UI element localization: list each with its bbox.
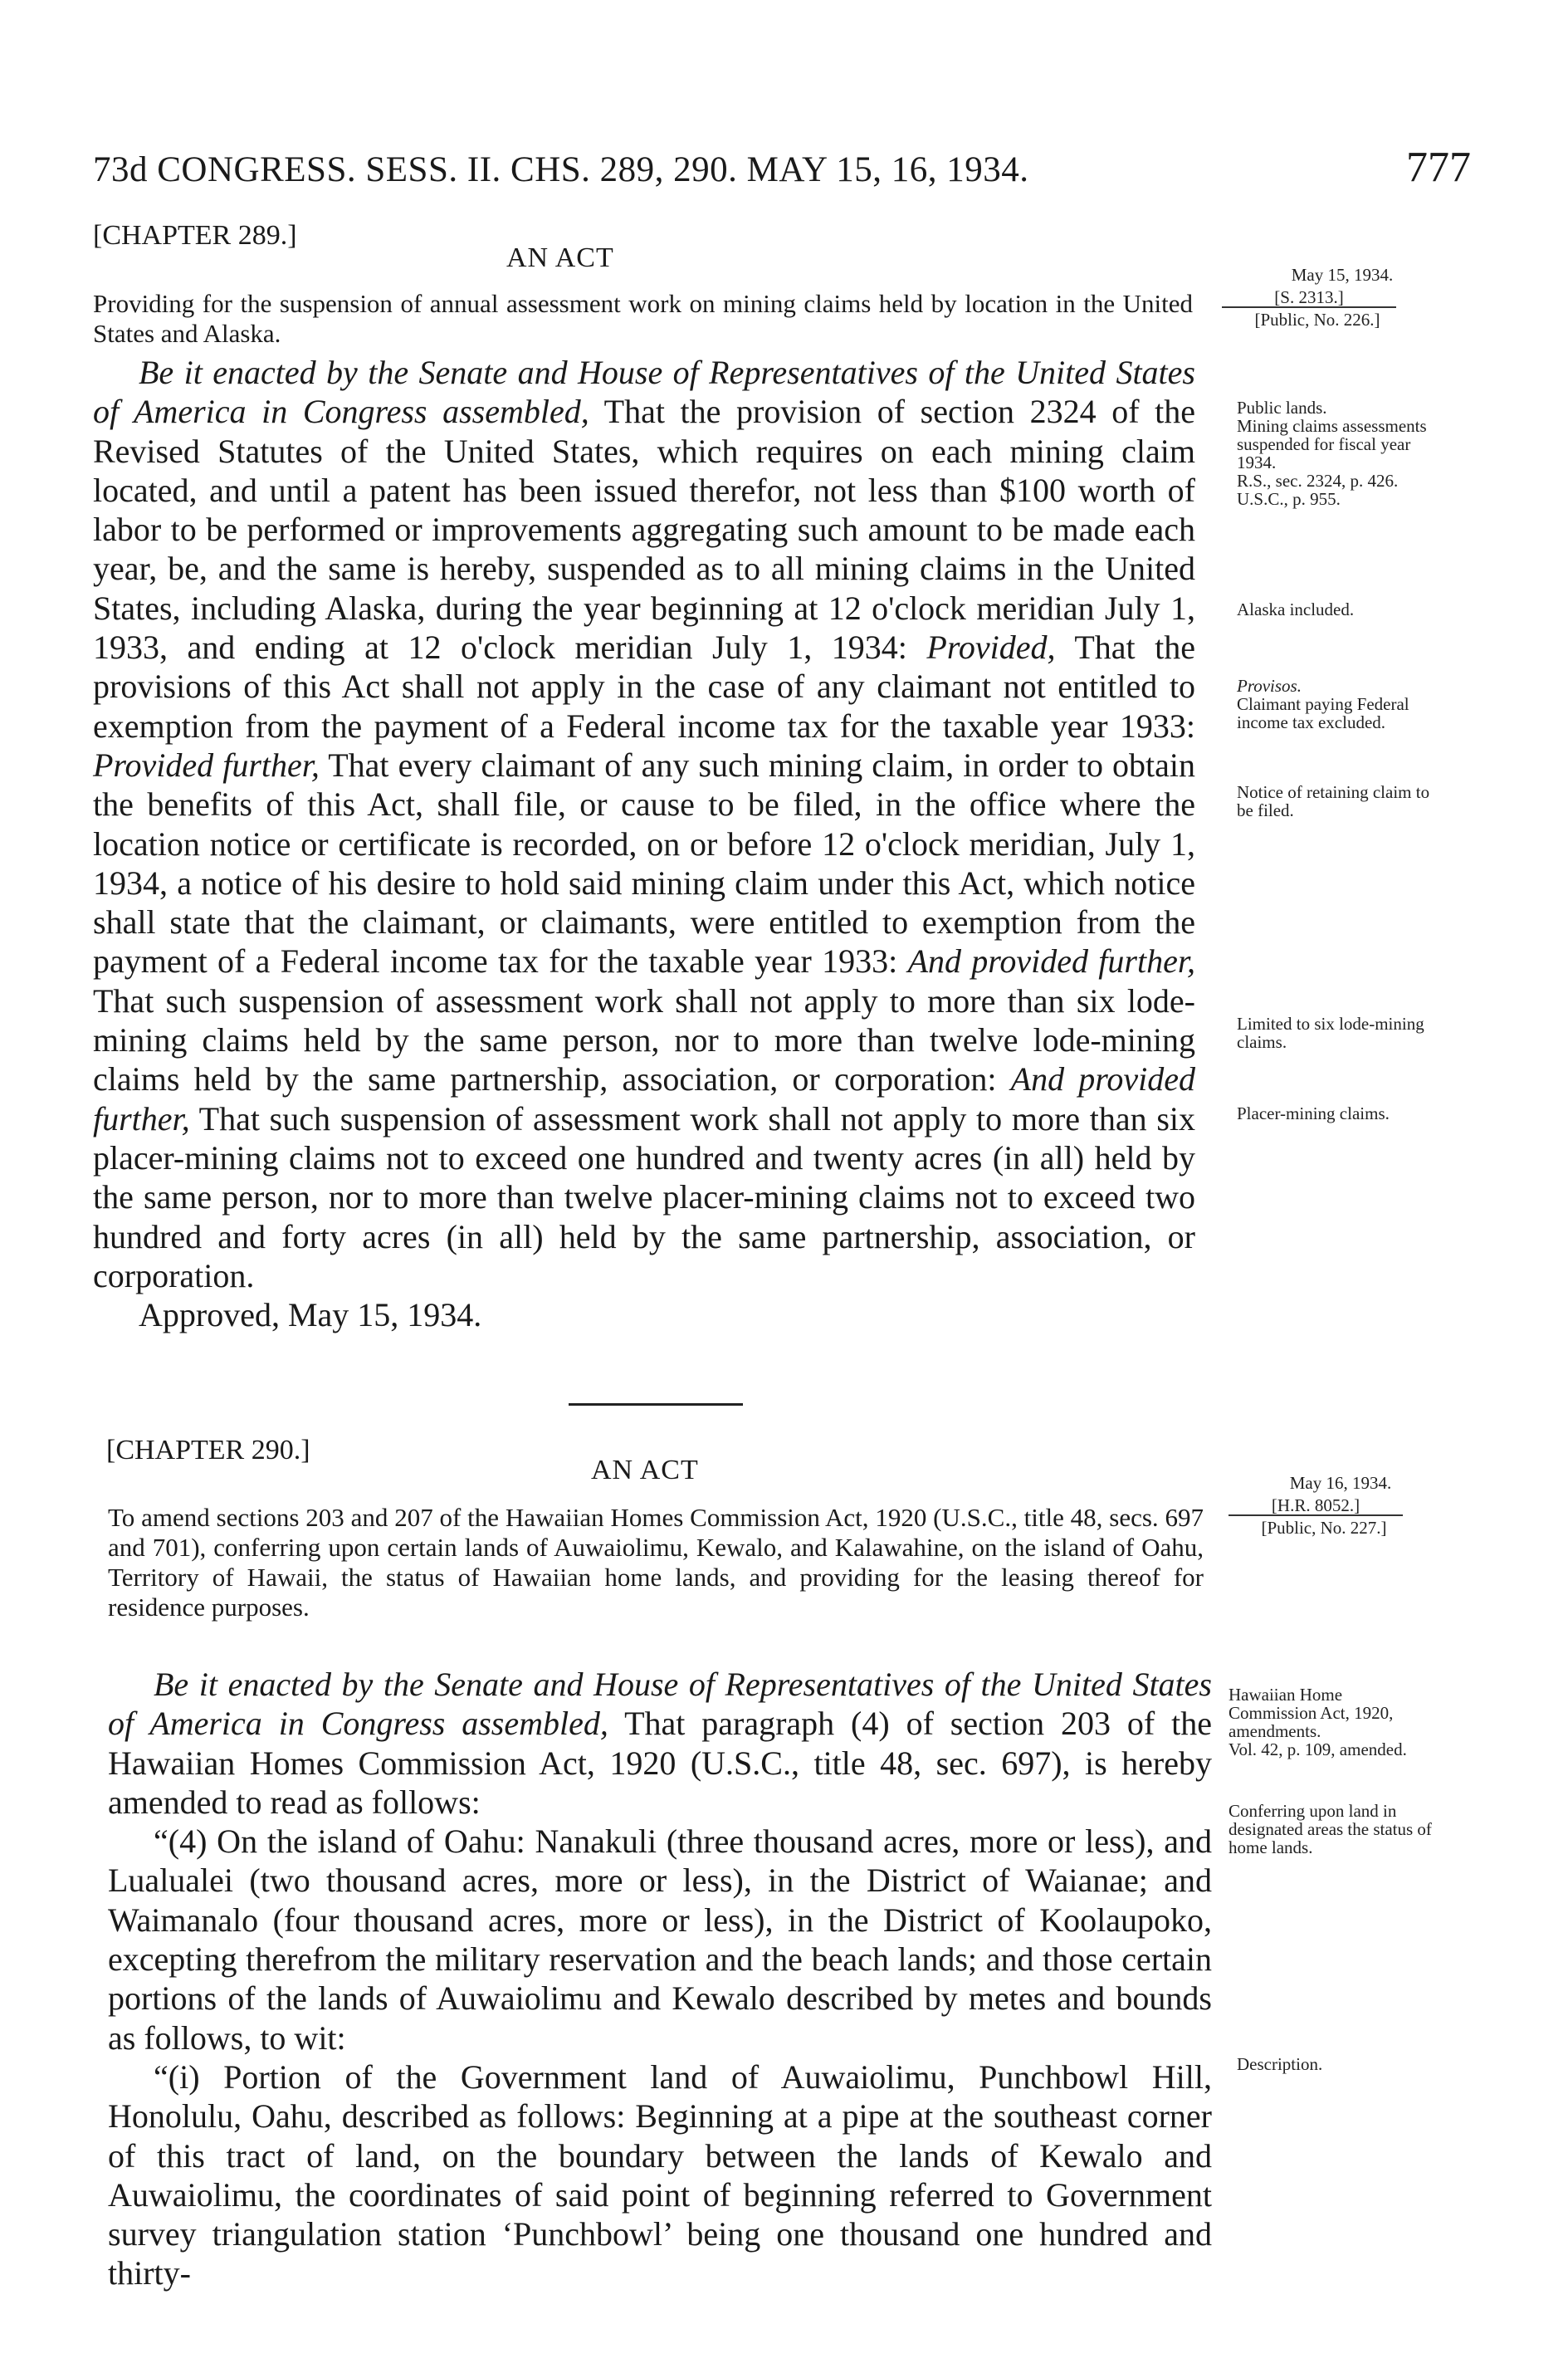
chapter-289-side-public: [Public, No. 226.] <box>1254 310 1380 330</box>
section-text-290-1: That paragraph (4) of section 203 of the Hawaiian Homes Commission Act, 1920 (U.S.C., title 48, sec. 697), is hereby amended to read as follows: <box>108 1705 1212 1821</box>
chapter-289-bill-number: [S. 2313.] <box>1222 288 1396 308</box>
chapter-289-side-bill <box>1222 288 1413 308</box>
chapter-290-side-public: [Public, No. 227.] <box>1261 1518 1387 1538</box>
chapter-290-label: [CHAPTER 290.] <box>106 1435 310 1465</box>
chapter-290-purpose: To amend sections 203 and 207 of the Hawaiian Homes Commission Act, 1920 (U.S.C., title 48, secs. 697 and 701), conferring upon certain lands of Auwaiolimu, Kewalo, and Kalawahine, on the island of Oahu, Territory of Hawaii, the status of Hawaiian home lands, and providing for the leasing thereof for residence purposes. <box>108 1503 1204 1622</box>
margin-note-provisos: Provisos. Claimant paying Federal income tax excluded. <box>1237 676 1409 732</box>
section-text-1: That the provision of section 2324 of the Revised Statutes of the United States, which requires on each mining claim located, and until a patent has been issued therefor, not less than $100 worth of labor to be performed or improvements aggregating such amount to be made each year, be, and the same is hereby, suspended as to all mining claims in the United States, including Alaska, during the year beginning at 12 o'clock meridian July 1, 1933, and ending at 12 o'clock meridian July 1, 1934: <box>93 393 1195 667</box>
chapter-289-body <box>93 353 1195 1334</box>
section-text-3: That every claimant of any such mining claim, in order to obtain the benefits of this Act, shall file, or cause to be filed, in the office where the location notice or certificate is recorded, on or before 12 o'clock meridian, July 1, 1934, a notice of his desire to hold said mining claim under this Act, which notice shall state that the claimant, or claimants, were entitled to exemption from the payment of a Federal income tax for the taxable year 1933: <box>93 746 1195 981</box>
chapter-divider <box>569 1403 743 1406</box>
margin-note-limited: Limited to six lode-mining claims. <box>1237 1014 1424 1052</box>
chapter-290-act-title: AN ACT <box>591 1455 699 1485</box>
paragraph-4: “(4) On the island of Oahu: Nanakuli (three thousand acres, more or less), and Lualualei (two thousand acres, more or less), in the District of Waianae; and Waimanalo (four thousand acres, more or less), in the District of Koolaupoko, excepting therefrom the military reservation and the beach lands; and those certain portions of the lands of Auwaiolimu and Kewalo described by metes and bounds as follows, to wit: <box>108 1822 1212 2057</box>
paragraph-i: “(i) Portion of the Government land of Auwaiolimu, Punchbowl Hill, Honolulu, Oahu, described as follows: Beginning at a pipe at the southeast corner of this tract of land, on the boundary between the lands of Kewalo and Auwaiolimu, the coordinates of said point of beginning referred to Government survey triangulation station ‘Punchbowl’ being one thousand one hundred and thirty- <box>108 2057 1212 2292</box>
enacting-clause: Be it enacted by the Senate and House of Representatives of the United States of America in Congress assembled, <box>93 354 1195 431</box>
section-text-4: That such suspension of assessment work shall not apply to more than six lode-mining claims held by the same person, nor to more than twelve lode-mining claims held by the same partnership, association, or corporation: <box>93 981 1195 1098</box>
proviso-4: And provided further, <box>93 1060 1195 1138</box>
chapter-290-side-date: May 16, 1934. <box>1289 1473 1392 1493</box>
running-header <box>93 144 1471 199</box>
approved-line: Approved, May 15, 1934. <box>139 1296 482 1334</box>
margin-note-description: Description. <box>1237 2054 1323 2074</box>
section-text-2: That the provisions of this Act shall not apply in the case of any claimant not entitled to exemption from the payment of a Federal income tax for the taxable year 1933: <box>93 629 1195 745</box>
chapter-290-side-bill <box>1229 1496 1419 1516</box>
margin-note-placer: Placer-mining claims. <box>1237 1103 1390 1123</box>
proviso-2: Provided further, <box>93 746 320 784</box>
margin-note-hawaiian: Hawaiian Home Commission Act, 1920, amendments. Vol. 42, p. 109, amended. <box>1229 1685 1407 1759</box>
header-session: 73d CONGRESS. SESS. II. CHS. 289, 290. MAY 15, 16, 1934. <box>93 150 1029 189</box>
proviso-3: And provided further, <box>907 942 1195 981</box>
chapter-289-label: [CHAPTER 289.] <box>93 220 297 251</box>
section-text-5: That such suspension of assessment work shall not apply to more than six placer-mining claims not to exceed one hundred and twenty acres (in all) held by the same person, nor to more than twelve placer-mining claims not to exceed two hundred and forty acres (in all) held by the same partnership, association, or corporation. <box>93 1099 1195 1294</box>
page-number: 777 <box>1406 144 1471 191</box>
chapter-289-purpose: Providing for the suspension of annual assessment work on mining claims held by location in the United States and Alaska. <box>93 289 1193 348</box>
proviso-1: Provided, <box>926 629 1056 667</box>
margin-note-conferring: Conferring upon land in designated areas the status of home lands. <box>1229 1801 1432 1857</box>
margin-note-notice: Notice of retaining claim to be filed. <box>1237 782 1430 820</box>
chapter-290-bill-number: [H.R. 8052.] <box>1229 1496 1403 1516</box>
chapter-289-act-title: AN ACT <box>506 242 614 273</box>
margin-note-alaska: Alaska included. <box>1237 599 1355 619</box>
enacting-clause-290: Be it enacted by the Senate and House of Representatives of the United States of America in Congress assembled, <box>108 1666 1212 1743</box>
chapter-289-side-date: May 15, 1934. <box>1291 265 1394 285</box>
margin-note-public-lands: Public lands. Mining claims assessments suspended for fiscal year 1934. R.S., sec. 2324, p. 426. U.S.C., p. 955. <box>1237 398 1427 509</box>
chapter-290-body <box>108 1665 1212 2293</box>
